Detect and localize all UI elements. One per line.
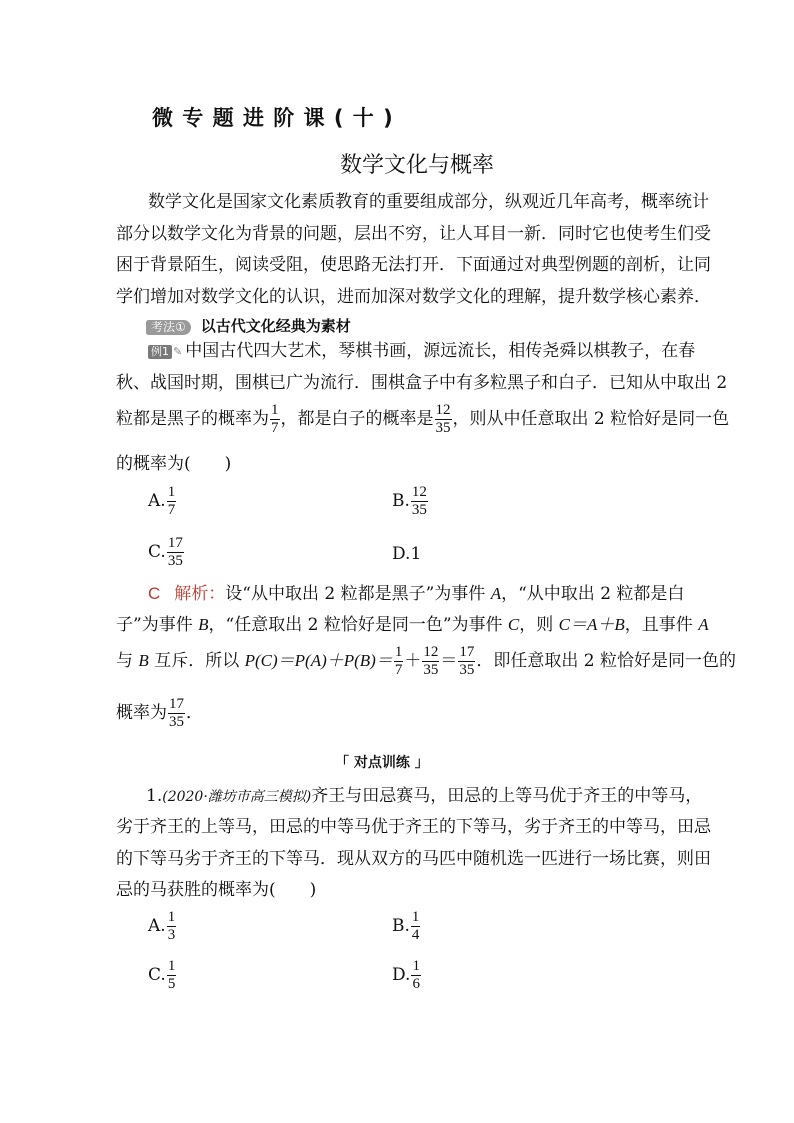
question1-source: (2020·潍坊市高三模拟): [162, 789, 312, 805]
example-text-1: 中国古代四大艺术，琴棋书画，源远流长，相传尧舜以棋教子，在春: [185, 341, 696, 361]
question1-option-a: A. $\frac{1}{3}$: [148, 909, 176, 943]
topic-title: 以古代文化经典为素材: [200, 317, 351, 335]
page-subtitle: 数学文化与概率: [340, 153, 495, 178]
solution-line-1: C 解析：设“从中取出 2 粒都是黑子”为事件 A，“从中取出 2 粒都是白: [148, 584, 685, 604]
question1-line-4: 忌的马获胜的概率为( ): [116, 880, 317, 900]
intro-line-4: 学们增加对数学文化的认识，进而加深对数学文化的理解，提升数学核心素养．: [116, 287, 711, 307]
example-option-c: C. $\frac{17}{35}$: [148, 535, 183, 569]
intro-line-3: 困于背景陌生，阅读受阻，使思路无法打开．下面通过对典型例题的剖析，让同: [116, 255, 711, 275]
example-option-b: B. $\frac{12}{35}$: [392, 484, 427, 518]
answer-letter: C: [148, 584, 161, 603]
topic-heading: [146, 315, 351, 336]
question1-line-2: 劣于齐王的上等马，田忌的中等马优于齐王的下等马，劣于齐王的中等马，田忌: [116, 817, 711, 837]
solution-label: 解析：: [174, 584, 226, 604]
fraction-black: $\frac{1}{7}$: [271, 402, 279, 436]
example-badge: 例1: [148, 345, 172, 359]
example-text-3b: ，都是白子的概率是: [280, 409, 434, 429]
question1-line-3: 的下等马劣于齐王的下等马．现从双方的马匹中随机选一匹进行一场比赛，则田: [116, 849, 711, 869]
intro-line-2: 部分以数学文化为背景的问题，层出不穷，让人耳目一新．同时它也使考生们受: [116, 224, 711, 244]
question1-line-1: 1.(2020·潍坊市高三模拟)齐王与田忌赛马，田忌的上等马优于齐王的中等马，: [146, 786, 703, 806]
example-option-d: D.1: [392, 544, 422, 564]
example-line-3: [116, 402, 729, 437]
question1-option-c: C. $\frac{1}{5}$: [148, 958, 176, 992]
example-text-3c: ，则从中任意取出 2 粒恰好是同一色: [452, 409, 730, 429]
pen-icon: ✎: [173, 344, 183, 358]
example-line-1: [148, 340, 695, 363]
example-option-a: A. $\frac{1}{7}$: [148, 484, 176, 518]
solution-line-3: 与 B 互斥．所以 P(C)＝P(A)＋P(B)＝ $\frac{1}{7}$ ＋ $\frac{12}{35}$ ＝ $\frac{17}{35}$ ．即任意取出 2 粒恰好是同一色的: [116, 644, 736, 678]
solution-line-4: 概率为 $\frac{17}{35}$ ．: [116, 696, 203, 730]
page-title: 微 专 题 进 阶 课 ( 十 ): [152, 106, 394, 130]
example-line-4: 的概率为( ): [116, 454, 232, 474]
question1-option-d: D. $\frac{1}{6}$: [392, 958, 420, 992]
intro-line-1: 数学文化是国家文化素质教育的重要组成部分，纵观近几年高考，概率统计: [148, 192, 709, 212]
practice-heading: 「 对点训练 」: [335, 755, 429, 771]
example-line-2: 秋、战国时期，围棋已广为流行．围棋盒子中有多粒黑子和白子．已知从中取出 2: [116, 373, 728, 393]
example-text-3a: 粒都是黑子的概率为: [116, 409, 269, 429]
question1-option-b: B. $\frac{1}{4}$: [392, 909, 420, 943]
topic-badge: 考法①: [146, 320, 191, 335]
fraction-white: $\frac{12}{35}$: [435, 402, 451, 436]
solution-line-2: 子”为事件 B，“任意取出 2 粒恰好是同一色”为事件 C，则 C＝A＋B，且事件 A: [116, 615, 709, 635]
